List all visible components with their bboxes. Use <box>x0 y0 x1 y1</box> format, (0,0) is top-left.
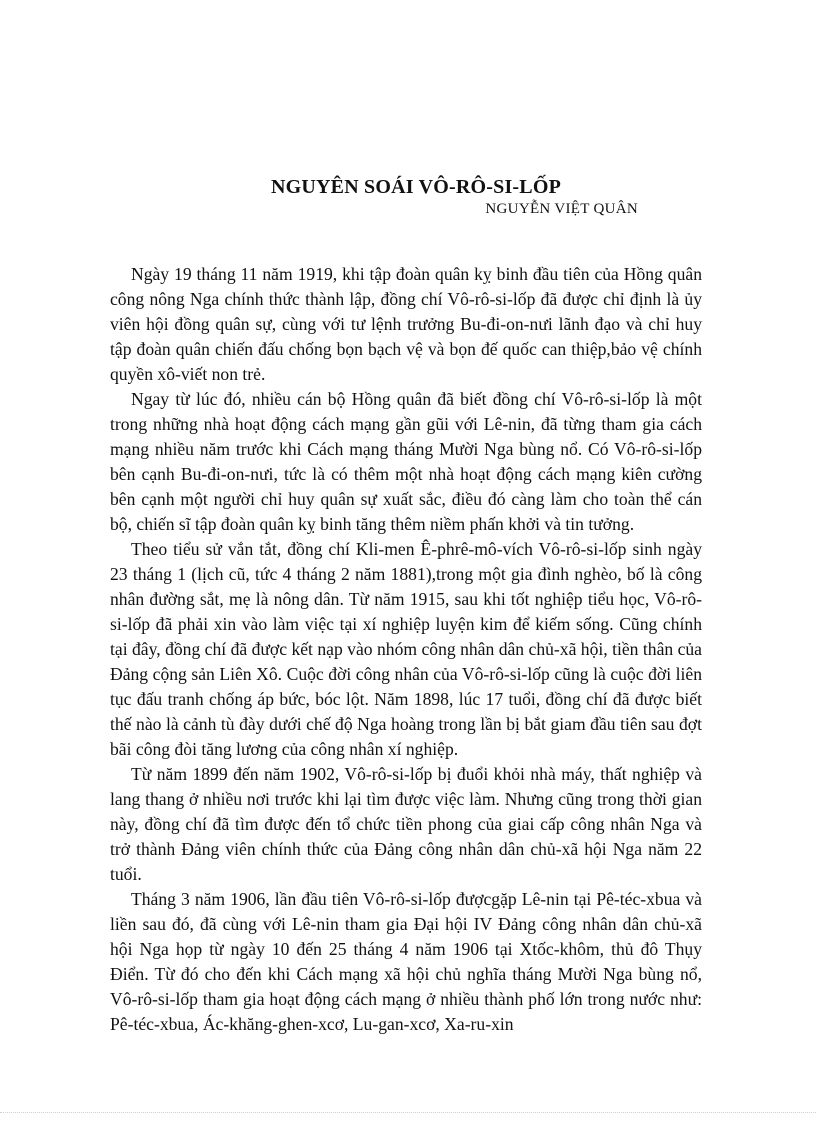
paragraph-1: Ngày 19 tháng 11 năm 1919, khi tập đoàn quân kỵ binh đầu tiên của Hồng quân công nông Nga chính thức thành lập, đồng chí Vô-rô-si-lốp đã được chỉ định là ủy viên hội đồng quân sự, cùng với tư lệnh trưởng Bu-đi-on-nưi lãnh đạo và chỉ huy tập đoàn quân chiến đấu chống bọn bạch vệ và bọn đế quốc can thiệp,bảo vệ chính quyền xô-viết non trẻ. <box>110 264 702 384</box>
paragraph-3: Theo tiểu sử vắn tắt, đồng chí Kli-men Ê-phrê-mô-vích Vô-rô-si-lốp sinh ngày 23 tháng 1 (lịch cũ, tức 4 tháng 2 năm 1881),trong một gia đình nghèo, bố là công nhân đường sắt, mẹ là nông dân. Từ năm 1915, sau khi tốt nghiệp tiểu học, Vô-rô-si-lốp đã phải xin vào làm việc tại xí nghiệp luyện kim để kiếm sống. Cũng chính tại đây, đồng chí đã được kết nạp vào nhóm công nhân dân chủ-xã hội, tiền thân của Đảng cộng sản Liên Xô. Cuộc đời công nhân của Vô-rô-si-lốp cũng là cuộc đời liên tục đấu tranh chống áp bức, bóc lột. Năm 1898, lúc 17 tuổi, đồng chí đã được biết thế nào là cảnh tù đày dưới chế độ Nga hoàng trong lần bị bắt giam đầu tiên sau đợt bãi công đòi tăng lương của công nhân xí nghiệp. <box>110 539 702 759</box>
paragraph-2: Ngay từ lúc đó, nhiều cán bộ Hồng quân đã biết đồng chí Vô-rô-si-lốp là một trong những nhà hoạt động cách mạng gần gũi với Lê-nin, đã từng tham gia cách mạng nhiều năm trước khi Cách mạng tháng Mười Nga bùng nổ. Có Vô-rô-si-lốp bên cạnh Bu-đi-on-nưi, tức là có thêm một nhà hoạt động cách mạng kiên cường bên cạnh một người chỉ huy quân sự xuất sắc, điều đó càng làm cho toàn thể cán bộ, chiến sĩ tập đoàn quân kỵ binh tăng thêm niềm phấn khởi và tin tưởng. <box>110 389 702 534</box>
paragraph-4: Từ năm 1899 đến năm 1902, Vô-rô-si-lốp bị đuổi khỏi nhà máy, thất nghiệp và lang thang ở nhiều nơi trước khi lại tìm được việc làm. Nhưng cũng trong thời gian này, đồng chí đã tìm được đến tổ chức tiền phong của giai cấp công nhân Nga và trở thành Đảng viên chính thức của Đảng công nhân dân chủ-xã hội Nga năm 22 tuổi. <box>110 764 702 884</box>
paragraph-5: Tháng 3 năm 1906, lần đầu tiên Vô-rô-si-lốp đượcgặp Lê-nin tại Pê-téc-xbua và liền sau đó, đã cùng với Lê-nin tham gia Đại hội IV Đảng công nhân dân chủ-xã hội Nga họp từ ngày 10 đến 25 tháng 4 năm 1906 tại Xtốc-khôm, thủ đô Thụy Điển. Từ đó cho đến khi Cách mạng xã hội chủ nghĩa tháng Mười Nga bùng nổ, Vô-rô-si-lốp tham gia hoạt động cách mạng ở nhiều thành phố lớn trong nước như: Pê-téc-xbua, Ác-khăng-ghen-xcơ, Lu-gan-xcơ, Xa-ru-xin <box>110 889 702 1034</box>
document-title: NGUYÊN SOÁI VÔ-RÔ-SI-LỐP <box>270 176 561 198</box>
document-body <box>110 262 702 1037</box>
page-bottom-divider <box>0 1112 816 1113</box>
document-author: NGUYỄN VIỆT QUÂN <box>485 201 638 217</box>
